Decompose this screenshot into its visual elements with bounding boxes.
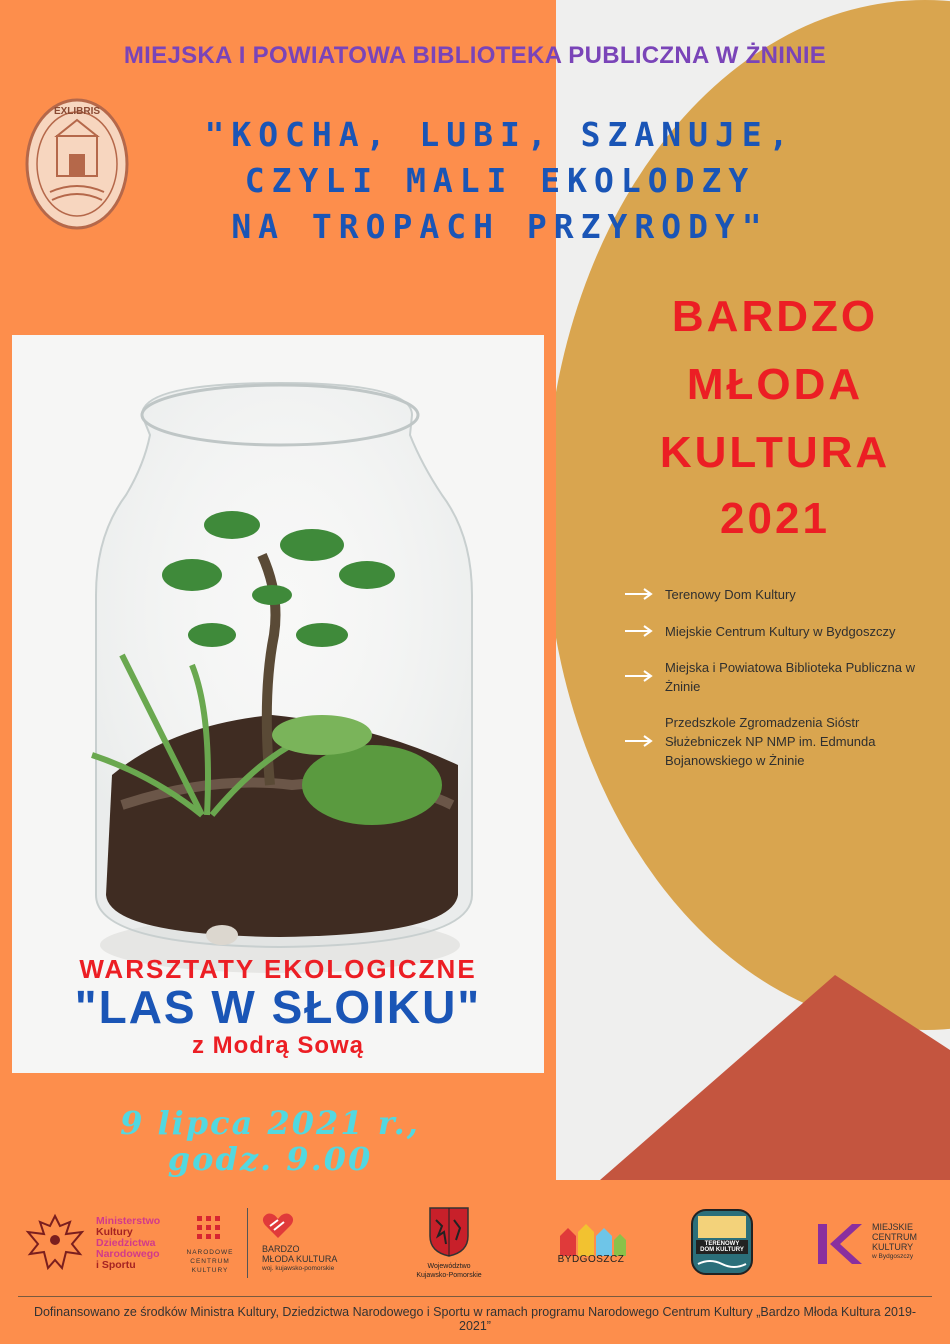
bmk-line: BARDZO [262, 1244, 300, 1254]
partner-item: Miejska i Powiatowa Biblioteka Publiczna w Żninie [665, 660, 916, 694]
bmk-line: MŁODA KULTURA [262, 1254, 338, 1264]
arrow-icon [624, 735, 654, 747]
ministry-logo [96, 1216, 176, 1271]
logo-divider [247, 1208, 248, 1278]
workshop-name: "LAS W SŁOIKU" [74, 981, 482, 1033]
workshop-subtitle: z Modrą Sową [191, 1032, 365, 1059]
nck-line: KULTURY [191, 1267, 229, 1274]
arrow-icon [624, 588, 654, 600]
arrow-icon [624, 625, 654, 637]
program-line-1: BARDZO [671, 292, 879, 341]
library-name: MIEJSKA I POWIATOWA BIBLIOTEKA PUBLICZNA W ŻNINIE [123, 42, 827, 69]
partner-item: Przedszkole Zgromadzenia Sióstr Służebniczek NP NMP im. Edmunda Bojanowskiego w Żninie [665, 715, 876, 768]
event-time: godz. 9.00 [167, 1140, 373, 1178]
program-line-2: MŁODA [686, 360, 864, 409]
event-date: 9 lipca 2021 r., [120, 1104, 420, 1142]
project-quote [140, 112, 860, 250]
bydgoszcz-logo: BYDGOSZCZ [557, 1254, 625, 1265]
voivodeship-crest-icon [428, 1206, 470, 1258]
nck-logo [180, 1248, 240, 1275]
ministry-line: Ministerstwo [96, 1215, 161, 1227]
bmk-heart-icon [262, 1212, 294, 1240]
bmk-line: woj. kujawsko-pomorskie [262, 1265, 335, 1272]
quote-line-3: NA TROPACH PRZYRODY" [231, 207, 769, 246]
polish-eagle-icon [24, 1212, 86, 1276]
workshop-title: WARSZTATY EKOLOGICZNE [79, 954, 477, 984]
mck-logo [872, 1222, 944, 1262]
funding-note: Dofinansowano ze środków Ministra Kultury, Dziedzictwa Narodowego i Sportu w ramach programu Narodowego Centrum Kultury „Bardzo Młoda Kultura 2019-2021” [33, 1305, 917, 1333]
mck-k-icon [816, 1222, 864, 1266]
program-line-3: KULTURA [659, 428, 891, 477]
footer-divider [18, 1296, 932, 1297]
bmk-logo [262, 1244, 372, 1274]
background-red-shape [600, 975, 950, 1180]
mck-line: MIEJSKIE [872, 1222, 914, 1232]
tdk-line: DOM KULTURY [700, 1247, 744, 1253]
nck-line: NARODOWE [186, 1249, 234, 1256]
exlibris-label: EXLIBRIS [53, 106, 101, 117]
ministry-line: Kultury [96, 1226, 133, 1238]
partner-item: Miejskie Centrum Kultury w Bydgoszczy [665, 624, 896, 639]
mck-line: w Bydgoszczy [872, 1253, 914, 1260]
mck-line: CENTRUM [872, 1232, 917, 1242]
bydgoszcz-houses-icon [556, 1222, 628, 1256]
partner-item: Terenowy Dom Kultury [665, 587, 796, 602]
voivodeship-line: Województwo [427, 1263, 471, 1270]
exlibris-stamp [22, 96, 132, 232]
mck-line: KULTURY [872, 1242, 914, 1252]
quote-line-1: "KOCHA, LUBI, SZANUJE, [204, 115, 796, 154]
quote-line-2: CZYLI MALI EKOLODZY [244, 161, 756, 200]
ministry-line: Narodowego [96, 1248, 160, 1260]
tdk-line: TERENOWY [704, 1241, 740, 1247]
voivodeship-line: Kujawsko-Pomorskie [416, 1272, 482, 1279]
nck-icon [195, 1214, 223, 1242]
tdk-logo [692, 1241, 752, 1253]
voivodeship-logo [404, 1262, 494, 1280]
nck-line: CENTRUM [190, 1258, 230, 1265]
program-line-4: 2021 [720, 494, 830, 543]
ministry-line: i Sportu [96, 1259, 136, 1271]
arrow-icon [624, 670, 654, 682]
ministry-line: Dziedzictwa [96, 1237, 156, 1249]
